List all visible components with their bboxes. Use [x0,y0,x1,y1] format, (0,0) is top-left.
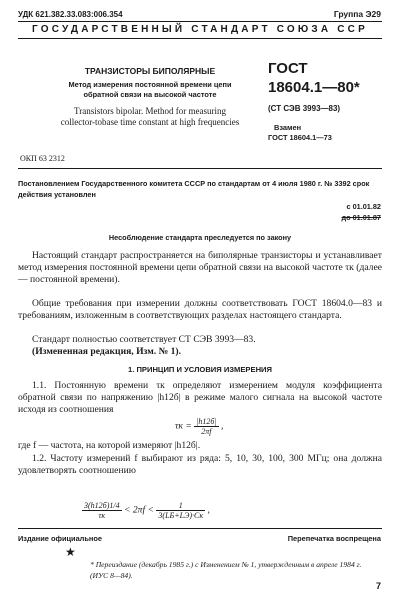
formula1-den: 2πf [201,427,212,436]
section-title: 1. ПРИНЦИП И УСЛОВИЯ ИЗМЕРЕНИЯ [128,365,272,374]
title-ru-main: ТРАНЗИСТОРЫ БИПОЛЯРНЫЕ [84,66,216,76]
paragraph-where: где f — частота, на которой измеряют |h12б|. [18,440,201,451]
title-en-line-2: collector-tobase time constant at high frequencies [60,117,240,127]
formula-time-constant [175,417,223,436]
title-block [40,66,260,128]
formula2-mid: < 2πf < [123,504,154,516]
formula2-frac-right [156,501,205,520]
formula1-tail: , [221,420,224,432]
gost-block [268,60,388,142]
formula1-lhs: τк = [175,420,192,432]
title-en-line-1: Transistors bipolar. Method for measuring [74,106,226,116]
page-number: 7 [375,581,381,591]
formula2-num2: 1 [156,501,205,511]
paragraph-requirements: Общие требования при измерении должны соответствовать ГОСТ 18604.0—83 и требованиям, изложенным в соответствующих разделах настоящего стандарта. [18,298,382,322]
replaced-label: Взамен [274,123,302,132]
okp-rule [18,168,382,169]
gost-sev: (СТ СЭВ 3993—83) [268,104,341,113]
okp-code: ОКП 63 2312 [20,154,65,163]
formula2-den1: τк [98,511,106,520]
gost-number: 18604.1—80* [268,79,360,96]
formula1-num: |h12б| [196,417,217,426]
header-rule [18,38,382,39]
formula-frequency-range [82,501,210,520]
date-from: с 01.01.82 [346,202,381,211]
formula1-fraction [194,417,218,436]
reissue-footnote: * Переиздание (декабрь 1985 г.) с Изменением № 1, утвержденным в апреле 1984 г. (ИУС 8—84). [90,560,362,580]
paragraph-compliance [18,334,382,358]
paragraph-scope: Настоящий стандарт распространяется на биполярные транзисторы и устанавливает метод измерения постоянной времени цепи обратной связи на высокой частоте τк (далее — постоянной времени). [18,250,382,286]
formula2-den2: 3(LБ+LЭ)·Cк [158,511,204,520]
replaced-value: ГОСТ 18604.1—73 [268,133,332,142]
title-ru-sub [40,80,260,100]
validity-dates [341,201,381,223]
revision-note: (Измененная редакция, Изм. № 1). [32,346,182,358]
formula2-tail: , [207,504,210,516]
title-en [40,106,260,128]
formula2-frac-left [82,501,122,520]
official-edition: Издание официальное [18,534,103,543]
formula2-num1: 3(h12б)1/4 [84,501,120,510]
standard-title: ГОСУДАРСТВЕННЫЙ СТАНДАРТ СОЮЗА ССР [32,24,368,35]
paragraph-1-2: 1.2. Частоту измерений f выбирают из ряда: 5, 10, 30, 100, 300 МГц; она должна удовлетворять соотношению [18,453,382,477]
title-ru-sub-line-2: обратной связи на высокой частоте [83,90,217,99]
udc-code: УДК 621.382.33.083:006.354 [18,10,123,19]
star-icon: ★ [65,545,76,559]
footer-rule [18,528,382,529]
title-ru-sub-line-1: Метод измерения постоянной времени цепи [68,80,232,89]
date-to: до 01.01.87 [341,213,381,222]
decree-text: Постановлением Государственного комитета СССР по стандартам от 4 июля 1980 г. № 3392 срок действия установлен [18,179,370,199]
law-warning: Несоблюдение стандарта преследуется по закону [108,233,292,242]
top-rule [18,21,382,22]
group-code: Группа Э29 [333,9,381,19]
reprint-prohibited: Перепечатка воспрещена [287,534,381,543]
compliance-text: Стандарт полностью соответствует СТ СЭВ 3993—83. [32,334,256,345]
paragraph-1-1: 1.1. Постоянную времени τк определяют измерением модуля коэффициента обратной связи по напряжению |h12б| в режиме малого сигнала на высокой частоте исходя из соотношения [18,380,382,416]
gost-label: ГОСТ [268,60,308,77]
